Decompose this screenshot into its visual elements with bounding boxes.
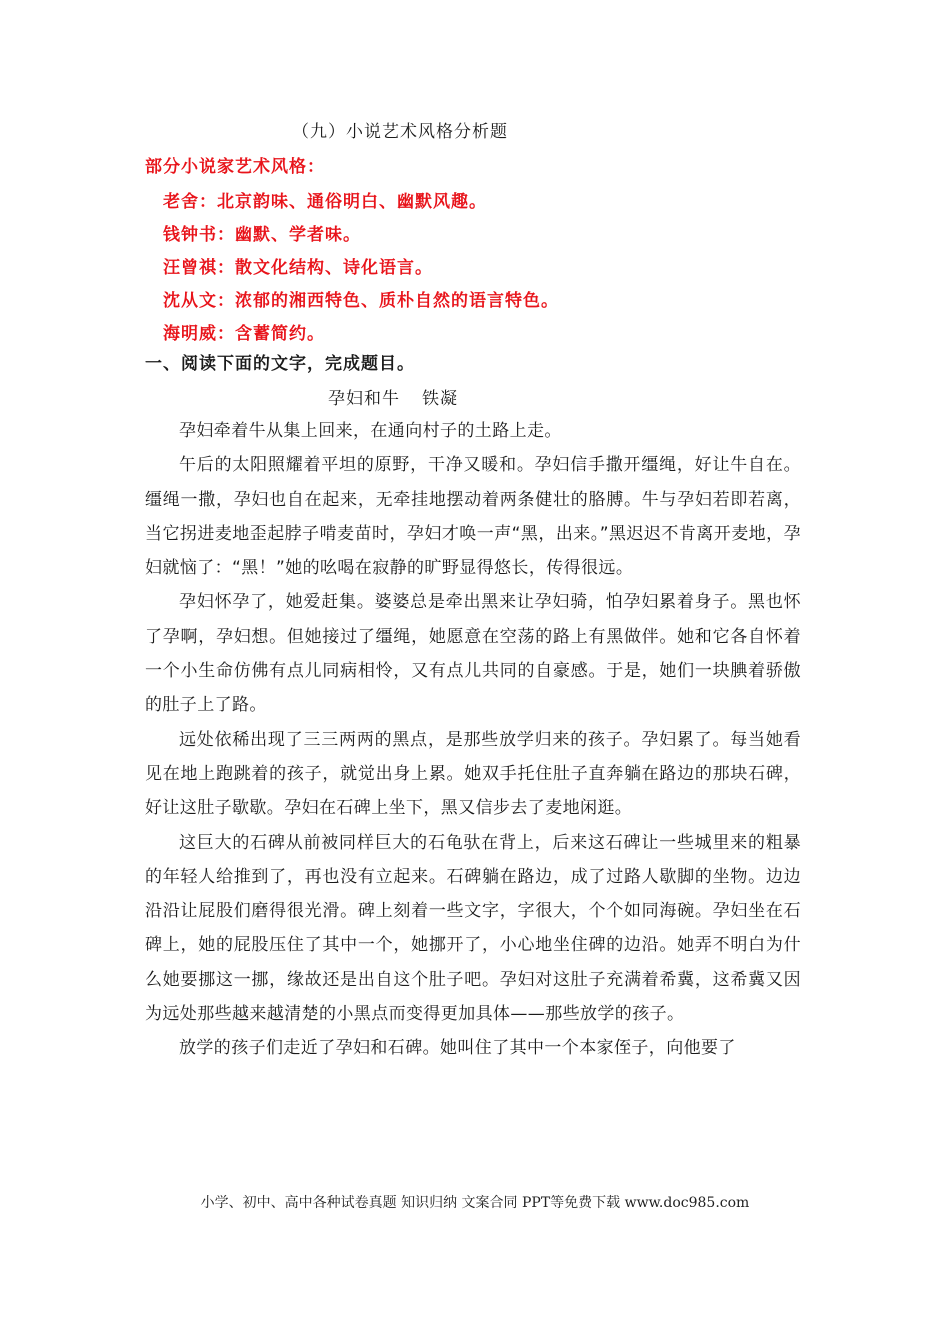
page-footer: 小学、初中、高中各种试卷真题 知识归纳 文案合同 PPT等免费下载 www.doc985.com <box>200 1195 750 1211</box>
story-paragraph: 孕妇牵着牛从集上回来，在通向村子的土路上走。 <box>179 421 562 441</box>
story-paragraph: 午后的太阳照耀着平坦的原野，干净又暖和。孕妇信手撒开缰绳，好让牛自在。缰绳一撒，孕妇也自在起来，无牵挂地摆动着两条健壮的胳膊。牛与孕妇若即若离，当它拐进麦地歪起脖子啃麦苗时，孕妇才唤一声“黑，出来。”黑迟迟不肯离开麦地，孕妇就恼了：“黑！”她的吆喝在寂静的旷野显得悠长，传得很远。 <box>145 455 801 579</box>
style-item-hemingway: 海明威：含蓄简约。 <box>163 324 325 344</box>
section-heading: 一、阅读下面的文字，完成题目。 <box>145 354 415 374</box>
styles-heading: 部分小说家艺术风格： <box>145 157 325 177</box>
style-item-wangzengqi: 汪曾祺：散文化结构、诗化语言。 <box>163 258 433 278</box>
style-item-laoshe: 老舍：北京韵味、通俗明白、幽默风趣。 <box>163 192 487 212</box>
story-body <box>145 414 801 1066</box>
story-author: 铁凝 <box>422 389 458 409</box>
story-paragraph: 孕妇怀孕了，她爱赶集。婆婆总是牵出黑来让孕妇骑，怕孕妇累着身子。黑也怀了孕啊，孕妇想。但她接过了缰绳，她愿意在空荡的路上有黑做伴。她和它各自怀着一个小生命仿佛有点儿同病相怜，又有点儿共同的自豪感。于是，她们一块腆着骄傲的肚子上了路。 <box>145 592 801 716</box>
story-paragraph: 这巨大的石碑从前被同样巨大的石龟驮在背上，后来这石碑让一些城里来的粗暴的年轻人给推到了，再也没有立起来。石碑躺在路边，成了过路人歇脚的坐物。边边沿沿让屁股们磨得很光滑。碑上刻着一些文字，字很大，个个如同海碗。孕妇坐在石碑上，她的屁股压住了其中一个，她挪开了，小心地坐住碑的边沿。她弄不明白为什么她要挪这一挪，缘故还是出自这个肚子吧。孕妇对这肚子充满着希冀，这希冀又因为远处那些越来越清楚的小黑点而变得更加具体——那些放学的孩子。 <box>145 832 801 1025</box>
style-item-qianzhongshu: 钱钟书：幽默、学者味。 <box>163 225 361 245</box>
story-title-text: 孕妇和牛 <box>328 389 400 409</box>
style-item-shencongwen: 沈从文：浓郁的湘西特色、质朴自然的语言特色。 <box>163 291 559 311</box>
page-title: （九）小说艺术风格分析题 <box>292 122 508 142</box>
story-title <box>328 384 458 409</box>
story-paragraph: 放学的孩子们走近了孕妇和石碑。她叫住了其中一个本家侄子，向他要了 <box>179 1038 736 1059</box>
story-paragraph: 远处依稀出现了三三两两的黑点，是那些放学归来的孩子。孕妇累了。每当她看见在地上跑跳着的孩子，就觉出身上累。她双手托住肚子直奔躺在路边的那块石碑，好让这肚子歇歇。孕妇在石碑上坐下，黑又信步去了麦地闲逛。 <box>145 729 801 819</box>
